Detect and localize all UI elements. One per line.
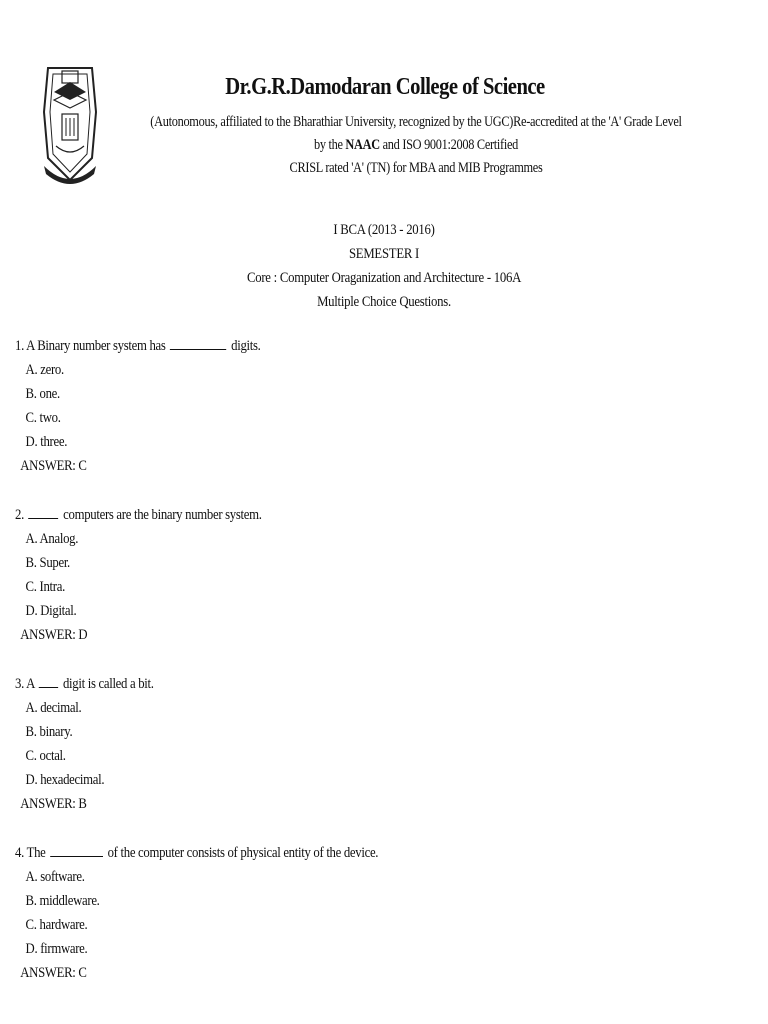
answer-key: ANSWER: C xyxy=(20,458,87,474)
question-prefix: 2. xyxy=(15,507,27,523)
course-batch: I BCA (2013 - 2016) xyxy=(333,222,435,238)
question-prefix: 4. The xyxy=(15,845,49,861)
option-d: D. three. xyxy=(25,434,68,450)
naac-text: NAAC xyxy=(345,137,380,153)
question-suffix: digits. xyxy=(228,338,261,354)
accreditation-text: (Autonomous, affiliated to the Bharathiar University, recognized by the UGC)Re-accredited at the 'A' Grade Level by the xyxy=(150,114,682,153)
question-1 xyxy=(15,334,735,503)
question-3 xyxy=(15,672,735,841)
answer-key: ANSWER: D xyxy=(20,627,88,643)
college-title: Dr.G.R.Damodaran College of Science xyxy=(225,74,545,100)
answer-blank xyxy=(39,674,58,688)
option-d: D. firmware. xyxy=(25,941,88,957)
option-a: A. software. xyxy=(25,869,85,885)
question-text xyxy=(15,672,649,696)
question-text xyxy=(15,334,649,358)
question-suffix: of the computer consists of physical entity of the device. xyxy=(104,845,379,861)
option-c: C. Intra. xyxy=(25,579,65,595)
option-a: A. Analog. xyxy=(25,531,79,547)
iso-text: and ISO 9001:2008 Certified xyxy=(379,137,519,153)
crisl-text: CRISL rated 'A' (TN) for MBA and MIB Programmes xyxy=(289,160,543,176)
option-c: C. octal. xyxy=(25,748,66,764)
college-crest-logo xyxy=(40,62,100,190)
answer-key: ANSWER: B xyxy=(20,796,87,812)
option-c: C. two. xyxy=(25,410,61,426)
option-a: A. zero. xyxy=(25,362,64,378)
option-d: D. Digital. xyxy=(25,603,77,619)
answer-key: ANSWER: C xyxy=(20,965,87,981)
question-prefix: 1. A Binary number system has xyxy=(15,338,169,354)
question-2 xyxy=(15,503,735,672)
option-b: B. one. xyxy=(25,386,60,402)
answer-blank xyxy=(170,336,226,350)
question-suffix: computers are the binary number system. xyxy=(60,507,262,523)
course-subject: Core : Computer Oraganization and Architecture - 106A xyxy=(246,270,522,286)
option-d: D. hexadecimal. xyxy=(25,772,105,788)
question-list xyxy=(15,334,735,1010)
question-prefix: 3. A xyxy=(15,676,38,692)
option-b: B. middleware. xyxy=(25,893,100,909)
answer-blank xyxy=(50,843,103,857)
college-accreditation xyxy=(144,111,688,180)
option-c: C. hardware. xyxy=(25,917,88,933)
question-text xyxy=(15,841,649,865)
question-suffix: digit is called a bit. xyxy=(60,676,154,692)
course-info xyxy=(100,218,668,314)
course-semester: SEMESTER I xyxy=(348,246,420,262)
option-b: B. Super. xyxy=(25,555,70,571)
option-a: A. decimal. xyxy=(25,700,82,716)
question-4 xyxy=(15,841,735,1010)
course-section-title: Multiple Choice Questions. xyxy=(317,294,451,310)
question-text xyxy=(15,503,649,527)
answer-blank xyxy=(29,505,59,519)
option-b: B. binary. xyxy=(25,724,73,740)
